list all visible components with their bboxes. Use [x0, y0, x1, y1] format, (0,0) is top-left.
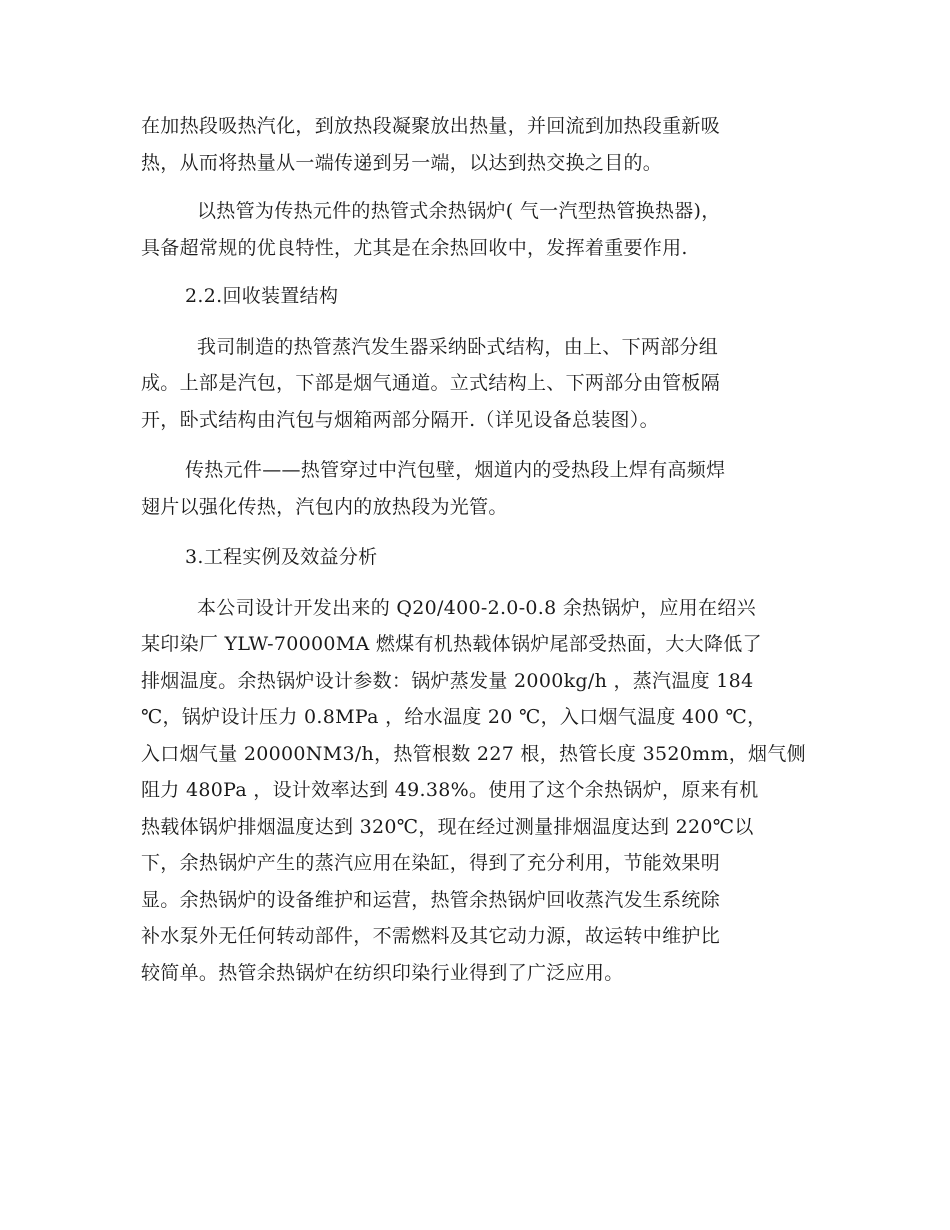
paragraph-line: 入口烟气量 20000NM3/h，热管根数 227 根，热管长度 3520mm，烟气侧 — [141, 742, 806, 765]
document-page — [141, 108, 805, 991]
heading-text: 2.2.回收装置结构 — [185, 285, 339, 307]
paragraph-line: 阻力 480Pa ，设计效率达到 49.38%。使用了这个余热锅炉，原来有机 — [141, 779, 759, 801]
paragraph-line: 成。上部是汽包，下部是烟气通道。立式结构上、下两部分由管板隔 — [141, 372, 721, 394]
paragraph-line: 本公司设计开发出来的 Q20/400-2.0-0.8 余热锅炉，应用在绍兴 — [197, 596, 756, 619]
heading-text: 3.工程实例及效益分析 — [185, 546, 378, 568]
paragraph-heat-transfer-element — [141, 452, 805, 525]
paragraph-line: 传热元件——热管穿过中汽包壁，烟道内的受热段上焊有高频焊 — [185, 459, 726, 481]
paragraph-line: 开，卧式结构由汽包与烟箱两部分隔开.（详见设备总装图）。 — [141, 408, 659, 431]
paragraph-line: 具备超常规的优良特性，尤其是在余热回收中，发挥着重要作用. — [141, 236, 688, 259]
paragraph-heat-transfer-principle — [141, 108, 805, 181]
paragraph-line: 我司制造的热管蒸汽发生器采纳卧式结构，由上、下两部分组 — [197, 335, 719, 358]
section-heading-case-study — [141, 539, 805, 576]
paragraph-line: 排烟温度。余热锅炉设计参数：锅炉蒸发量 2000kg/h ，蒸汽温度 184 — [141, 669, 754, 692]
paragraph-generator-structure — [141, 329, 805, 439]
paragraph-line: 下，余热锅炉产生的蒸汽应用在染缸，得到了充分利用，节能效果明 — [141, 852, 721, 874]
paragraph-line: 某印染厂 YLW-70000MA 燃煤有机热载体锅炉尾部受热面，大大降低了 — [141, 633, 762, 655]
paragraph-heat-pipe-boiler — [141, 193, 805, 266]
section-heading-recovery-structure — [141, 278, 805, 315]
paragraph-line: 显。余热锅炉的设备维护和运营，热管余热锅炉回收蒸汽发生系统除 — [141, 888, 721, 911]
paragraph-line: 热载体锅炉排烟温度达到 320℃，现在经过测量排烟温度达到 220℃以 — [141, 815, 754, 838]
paragraph-line: ℃，锅炉设计压力 0.8MPa ，给水温度 20 ℃，入口烟气温度 400 ℃， — [141, 706, 767, 728]
paragraph-case-study — [141, 590, 805, 992]
paragraph-line: 在加热段吸热汽化，到放热段凝聚放出热量，并回流到加热段重新吸 — [141, 115, 721, 137]
paragraph-line: 补水泵外无任何转动部件，不需燃料及其它动力源，故运转中维护比 — [141, 925, 721, 947]
paragraph-line: 翅片以强化传热，汽包内的放热段为光管。 — [141, 495, 508, 518]
paragraph-line: 较简单。热管余热锅炉在纺织印染行业得到了广泛应用。 — [141, 961, 624, 984]
paragraph-line: 以热管为传热元件的热管式余热锅炉( 气一汽型热管换热器)， — [197, 200, 721, 222]
paragraph-line: 热，从而将热量从一端传递到另一端，以达到热交换之目的。 — [141, 151, 663, 174]
